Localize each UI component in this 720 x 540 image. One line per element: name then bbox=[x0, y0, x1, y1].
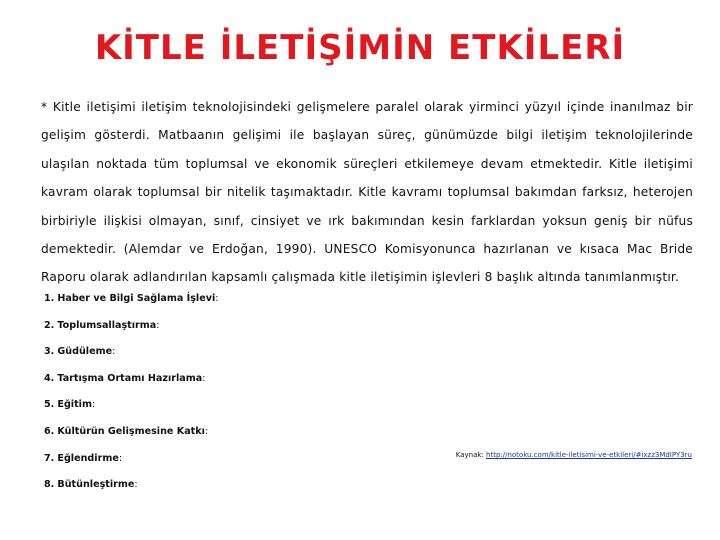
list-item: 5. Eğitim: bbox=[44, 399, 96, 411]
source-label: Kaynak: bbox=[455, 451, 484, 459]
list-item: 3. Güdüleme: bbox=[44, 346, 116, 358]
source-citation bbox=[456, 451, 692, 459]
source-link[interactable]: http://notoku.com/kitle-iletisimi-ve-etkileri/#ixzz3MdIPY3ru bbox=[486, 451, 692, 459]
list-item: 6. Kültürün Gelişmesine Katkı: bbox=[44, 425, 209, 437]
list-item: 8. Bütünleştirme: bbox=[44, 479, 138, 491]
page-title: KİTLE İLETİŞİMİN ETKİLERİ bbox=[94, 28, 626, 68]
list-item: 2. Toplumsallaştırma: bbox=[44, 319, 160, 331]
list-item: 7. Eğlendirme: bbox=[44, 452, 123, 464]
list-item: 4. Tartışma Ortamı Hazırlama: bbox=[44, 372, 206, 384]
functions-list bbox=[44, 289, 444, 502]
body-paragraph: * Kitle iletişimi iletişim teknolojisindeki gelişmelere paralel olarak yirminci yüzyıl içinde inanılmaz bir gelişim gösterdi. Matbaanın gelişimi ile başlayan süreç, günümüzde bilgi iletişim teknolojilerinde ulaşılan noktada tüm toplumsal ve ekonomik süreçleri etkilemeye devam etmektedir. Kitle iletişimi kavram olarak toplumsal bir nitelik taşımaktadır. Kitle kavramı toplumsal bakımdan farksız, heterojen birbiriyle ilişkisi olmayan, sınıf, cinsiyet ve ırk bakımından kesin farklardan yoksun geniş bir nüfus demektedir. (Alemdar ve Erdoğan, 1990). UNESCO Komisyonunca hazırlanan ve kısaca Mac Bride Raporu olarak adlandırılan kapsamlı çalışmada kitle iletişimin işlevleri 8 başlık altında tanımlanmıştır. bbox=[41, 100, 693, 285]
list-item: 1. Haber ve Bilgi Sağlama İşlevi: bbox=[44, 293, 219, 304]
